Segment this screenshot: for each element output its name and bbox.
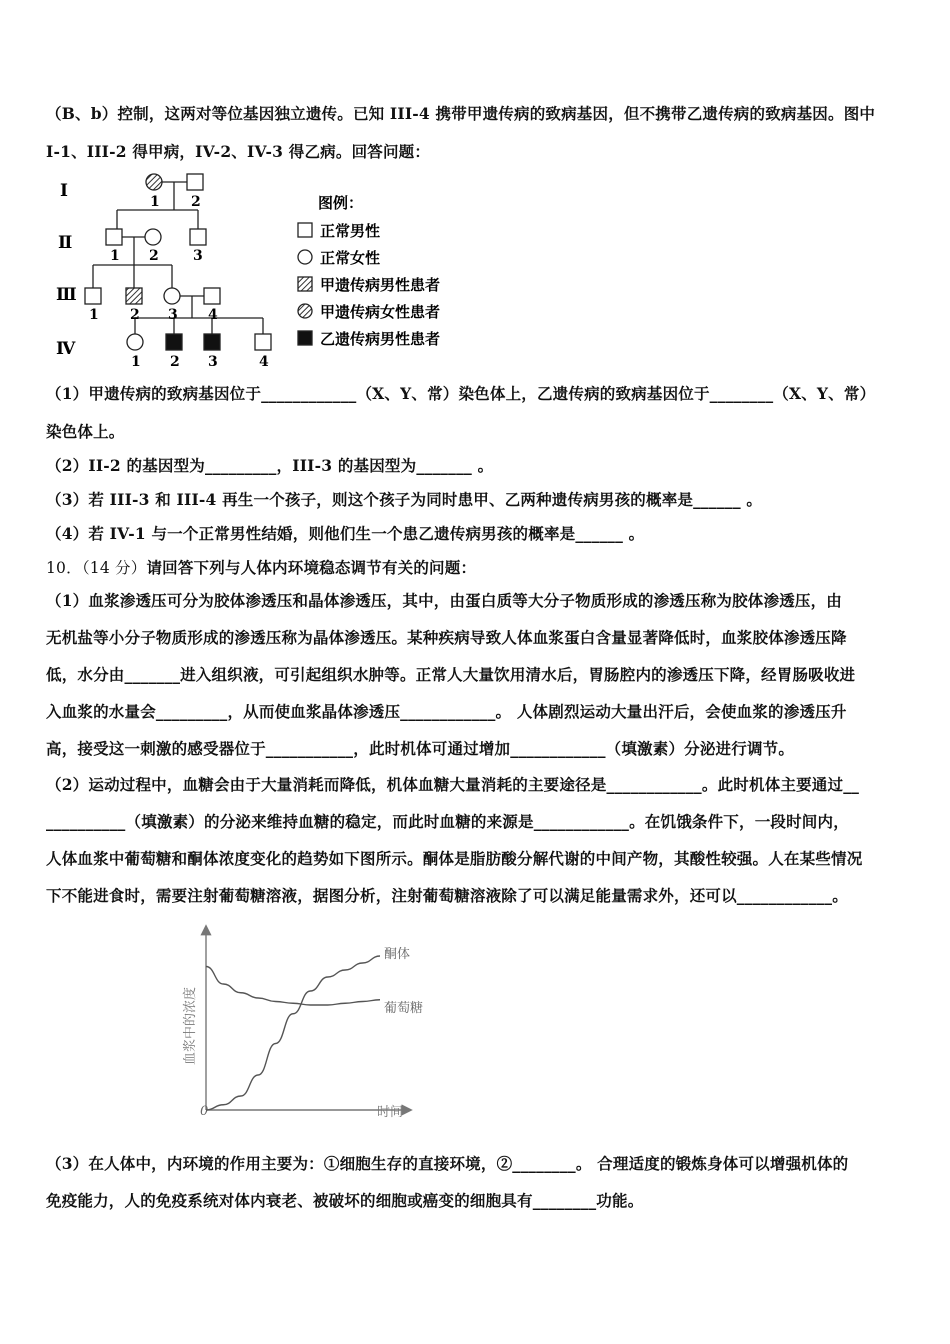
generation-label-1: Ⅰ — [60, 181, 68, 201]
q10-title: 请回答下列与人体内环境稳态调节有关的问题： — [146, 558, 477, 577]
q9-part1-line1: （1）甲遗传病的致病基因位于____________（X、Y、常）染色体上，乙遗传病的致病基因位于________（X、Y、常） — [46, 384, 876, 403]
pedigree-num: 4 — [259, 354, 269, 368]
pedigree-III-4 — [204, 288, 220, 304]
series-line-glucose — [206, 967, 380, 1006]
pedigree-III-1 — [85, 288, 101, 304]
x-axis-label: 时间 — [377, 1105, 404, 1120]
pedigree-num: 1 — [131, 354, 141, 368]
q10-header — [46, 556, 476, 578]
q10-p2-line: （2）运动过程中，血糖会由于大量消耗而降低，机体血糖大量消耗的主要途径是____________。此时机体主要通过__ — [46, 775, 860, 794]
legend-item: 正常女性 — [320, 249, 381, 267]
pedigree-I-2 — [187, 174, 203, 190]
legend-normal-male-symbol — [298, 223, 312, 237]
pedigree-II-1 — [106, 229, 122, 245]
generation-label-3: Ⅲ — [56, 285, 77, 305]
series-label-ketone: 酮体 — [384, 947, 411, 962]
q10-p1-line: （1）血浆渗透压可分为胶体渗透压和晶体渗透压，其中，由蛋白质等大分子物质形成的渗透压称为胶体渗透压，由 — [46, 591, 842, 610]
pedigree-IV-1 — [127, 334, 143, 350]
pedigree-IV-2 — [166, 334, 182, 350]
y-axis-label: 血浆中的浓度 — [183, 986, 198, 1065]
q10-p2-line: __________（填激素）的分泌来维持血糖的稳定，而此时血糖的来源是____________。在饥饿条件下，一段时间内， — [46, 812, 849, 831]
q9-part2: （2）II-2 的基因型为_________，III-3 的基因型为_______ 。 — [46, 456, 494, 475]
legend-item: 甲遗传病女性患者 — [320, 303, 441, 321]
q9-part3: （3）若 III-3 和 III-4 再生一个孩子，则这个孩子为同时患甲、乙两种遗传病男孩的概率是______ 。 — [46, 490, 763, 509]
q10-p1-line: 高，接受这一刺激的感受器位于___________，此时机体可通过增加____________（填激素）分泌进行调节。 — [46, 739, 795, 758]
pedigree-num: 2 — [149, 248, 159, 264]
q10-p2-line: 人体血浆中葡萄糖和酮体浓度变化的趋势如下图所示。酮体是脂肪酸分解代谢的中间产物，其酸性较强。人在某些情况 — [46, 849, 863, 868]
q9-part4: （4）若 IV-1 与一个正常男性结婚，则他们生一个患乙遗传病男孩的概率是______ 。 — [46, 524, 645, 543]
legend-normal-female-symbol — [298, 250, 312, 264]
concentration-chart — [180, 915, 440, 1130]
pedigree-num: 1 — [110, 248, 120, 264]
q10-p2-line: 下不能进食时，需要注射葡萄糖溶液，据图分析，注射葡萄糖溶液除了可以满足能量需求外，还可以____________。 — [46, 886, 848, 905]
pedigree-III-3 — [164, 288, 180, 304]
pedigree-IV-3 — [204, 334, 220, 350]
pedigree-figure — [50, 168, 480, 368]
series-line-ketone — [206, 956, 380, 1110]
pedigree-num: 2 — [191, 194, 201, 210]
intro-line-2: I-1、III-2 得甲病，IV-2、IV-3 得乙病。回答问题： — [46, 142, 431, 161]
q9-part1-line2: 染色体上。 — [46, 422, 125, 441]
q10-number: 10． — [46, 559, 82, 577]
pedigree-num: 3 — [193, 248, 203, 264]
pedigree-num: 1 — [150, 194, 160, 210]
pedigree-I-1 — [146, 174, 162, 190]
legend-a-male-symbol — [298, 277, 312, 291]
pedigree-num: 3 — [168, 307, 178, 323]
legend-a-female-symbol — [298, 304, 312, 318]
q10-p1-line: 低，水分由_______进入组织液，可引起组织水肿等。正常人大量饮用清水后，胃肠腔内的渗透压下降，经胃肠吸收进 — [46, 665, 856, 684]
q10-p1-line: 入血浆的水量会_________，从而使血浆晶体渗透压____________。 人体剧烈运动大量出汗后，会使血浆的渗透压升 — [46, 702, 847, 721]
legend-b-male-symbol — [298, 331, 312, 345]
pedigree-num: 4 — [208, 307, 218, 323]
legend-item: 甲遗传病男性患者 — [320, 276, 441, 294]
pedigree-IV-4 — [255, 334, 271, 350]
origin-label: 0 — [200, 1104, 209, 1119]
legend-title: 图例： — [318, 194, 364, 212]
legend-item: 正常男性 — [320, 222, 381, 240]
q10-p3-line: 免疫能力，人的免疫系统对体内衰老、被破坏的细胞或癌变的细胞具有________功能。 — [46, 1191, 644, 1210]
series-label-glucose: 葡萄糖 — [384, 1000, 424, 1016]
pedigree-II-3 — [190, 229, 206, 245]
q10-p1-line: 无机盐等小分子物质形成的渗透压称为晶体渗透压。某种疾病导致人体血浆蛋白含量显著降低时，血浆胶体渗透压降 — [46, 628, 847, 647]
pedigree-num: 2 — [170, 354, 180, 368]
pedigree-III-2 — [126, 288, 142, 304]
pedigree-II-2 — [145, 229, 161, 245]
pedigree-num: 3 — [208, 354, 218, 368]
legend-item: 乙遗传病男性患者 — [320, 330, 441, 348]
pedigree-num: 2 — [130, 307, 140, 323]
intro-line-1: （B、b）控制，这两对等位基因独立遗传。已知 III-4 携带甲遗传病的致病基因，但不携带乙遗传病的致病基因。图中 — [46, 104, 876, 123]
q10-p3-line: （3）在人体中，内环境的作用主要为：①细胞生存的直接环境，②________。 合理适度的锻炼身体可以增强机体的 — [46, 1154, 849, 1173]
generation-label-4: Ⅳ — [56, 339, 76, 359]
pedigree-num: 1 — [89, 307, 99, 323]
q10-score: （14 分） — [81, 559, 147, 577]
generation-label-2: Ⅱ — [58, 233, 73, 253]
